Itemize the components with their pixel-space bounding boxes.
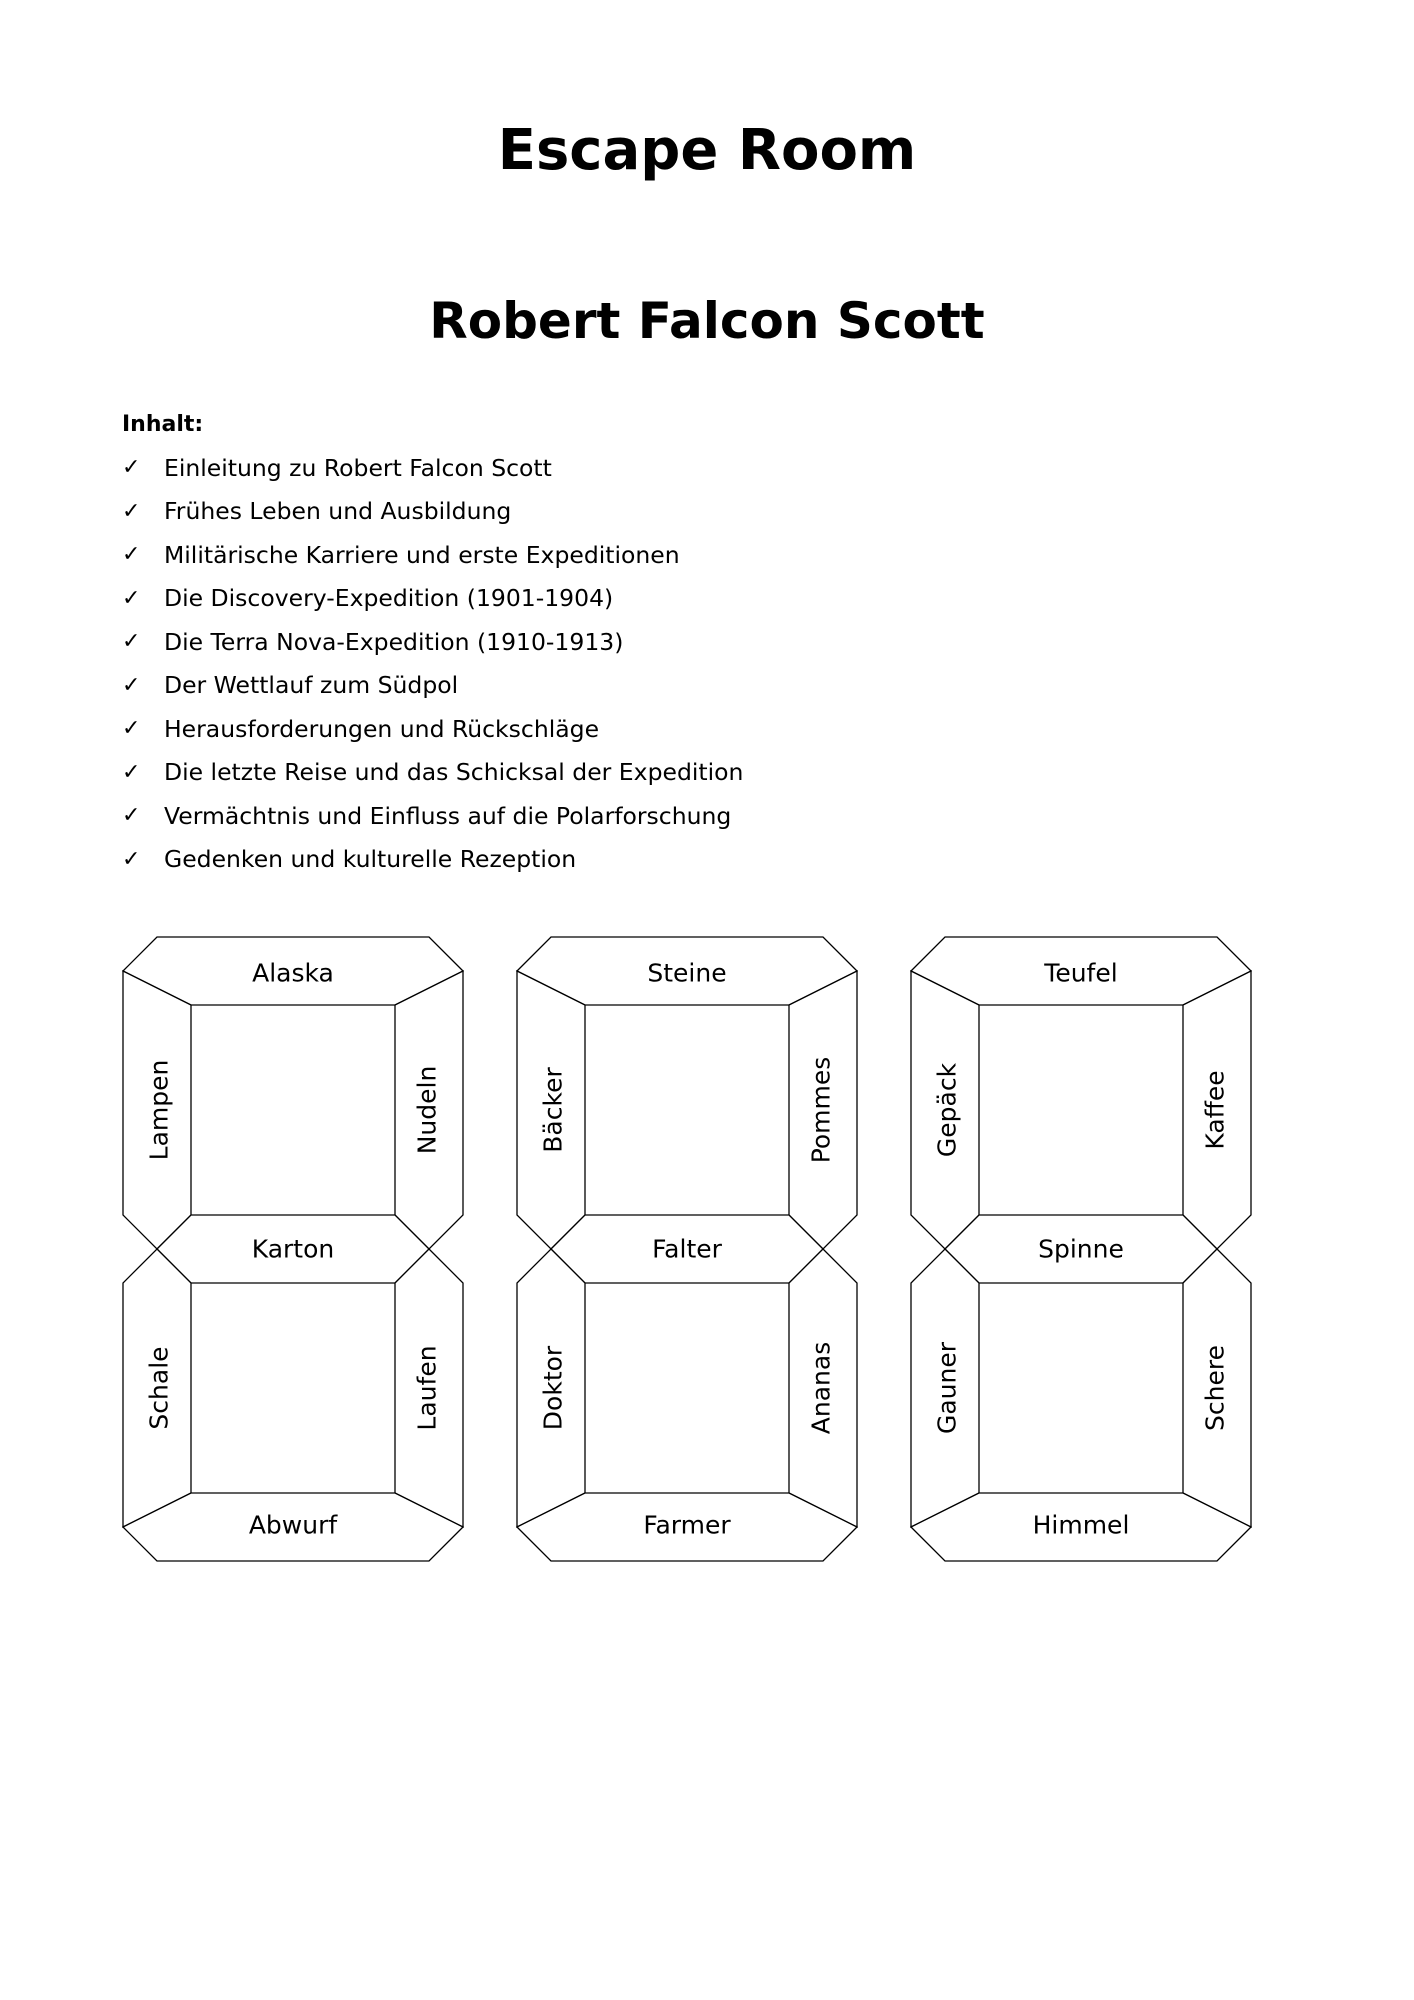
checkmark-icon: ✓: [122, 585, 141, 611]
checkmark-icon: ✓: [122, 542, 141, 568]
segment-label-middle: Falter: [652, 1234, 722, 1264]
checkmark-icon: ✓: [122, 846, 141, 872]
toc-item-label: Militärische Karriere und erste Expeditionen: [164, 540, 680, 569]
segment-label-upper-right: Nudeln: [412, 1065, 442, 1155]
segment-label-upper-right: Pommes: [806, 1056, 836, 1164]
checkmark-icon: ✓: [122, 672, 141, 698]
page-title: Escape Room: [497, 118, 917, 183]
toc-item-label: Vermächtnis und Einfluss auf die Polarforschung: [164, 801, 732, 830]
checkmark-icon: ✓: [122, 498, 141, 524]
page-subtitle: Robert Falcon Scott: [429, 292, 985, 350]
segment-label-bottom: Himmel: [1032, 1510, 1130, 1540]
puzzle-figure: [123, 937, 463, 1561]
segment-label-bottom: Abwurf: [248, 1510, 338, 1540]
toc-item-label: Der Wettlauf zum Südpol: [164, 671, 459, 700]
toc-item-label: Einleitung zu Robert Falcon Scott: [164, 453, 552, 482]
segment-label-upper-left: Gepäck: [932, 1062, 962, 1158]
segment-label-upper-left: Bäcker: [538, 1067, 568, 1153]
puzzle-figure: [517, 937, 857, 1561]
checkmark-icon: ✓: [122, 759, 141, 785]
segment-label-middle: Spinne: [1038, 1234, 1124, 1264]
toc-heading: Inhalt:: [122, 412, 204, 437]
segment-label-top: Alaska: [252, 958, 334, 988]
checkmark-icon: ✓: [122, 629, 141, 655]
segment-label-lower-left: Schale: [144, 1346, 174, 1430]
segment-label-bottom: Farmer: [643, 1510, 731, 1540]
toc-item-label: Herausforderungen und Rückschläge: [164, 714, 600, 743]
checkmark-icon: ✓: [122, 716, 141, 742]
segment-label-lower-right: Schere: [1200, 1345, 1230, 1431]
toc-item-label: Gedenken und kulturelle Rezeption: [164, 845, 577, 874]
segment-label-lower-left: Doktor: [538, 1345, 568, 1431]
segment-label-lower-right: Laufen: [412, 1345, 442, 1431]
segment-label-upper-right: Kaffee: [1200, 1070, 1230, 1150]
toc-item-label: Die Terra Nova-Expedition (1910-1913): [164, 627, 624, 656]
segment-label-top: Steine: [647, 958, 727, 988]
checkmark-icon: ✓: [122, 455, 141, 481]
toc-item-label: Die letzte Reise und das Schicksal der Expedition: [164, 758, 744, 787]
toc-item-label: Die Discovery-Expedition (1901-1904): [164, 584, 614, 613]
checkmark-icon: ✓: [122, 803, 141, 829]
segment-label-top: Teufel: [1044, 958, 1118, 988]
toc-item-label: Frühes Leben und Ausbildung: [164, 497, 512, 526]
segment-label-upper-left: Lampen: [144, 1059, 174, 1161]
segment-label-lower-left: Gauner: [932, 1341, 962, 1435]
segment-label-lower-right: Ananas: [806, 1341, 836, 1435]
segment-label-middle: Karton: [251, 1234, 335, 1264]
puzzle-figure: [911, 937, 1251, 1561]
